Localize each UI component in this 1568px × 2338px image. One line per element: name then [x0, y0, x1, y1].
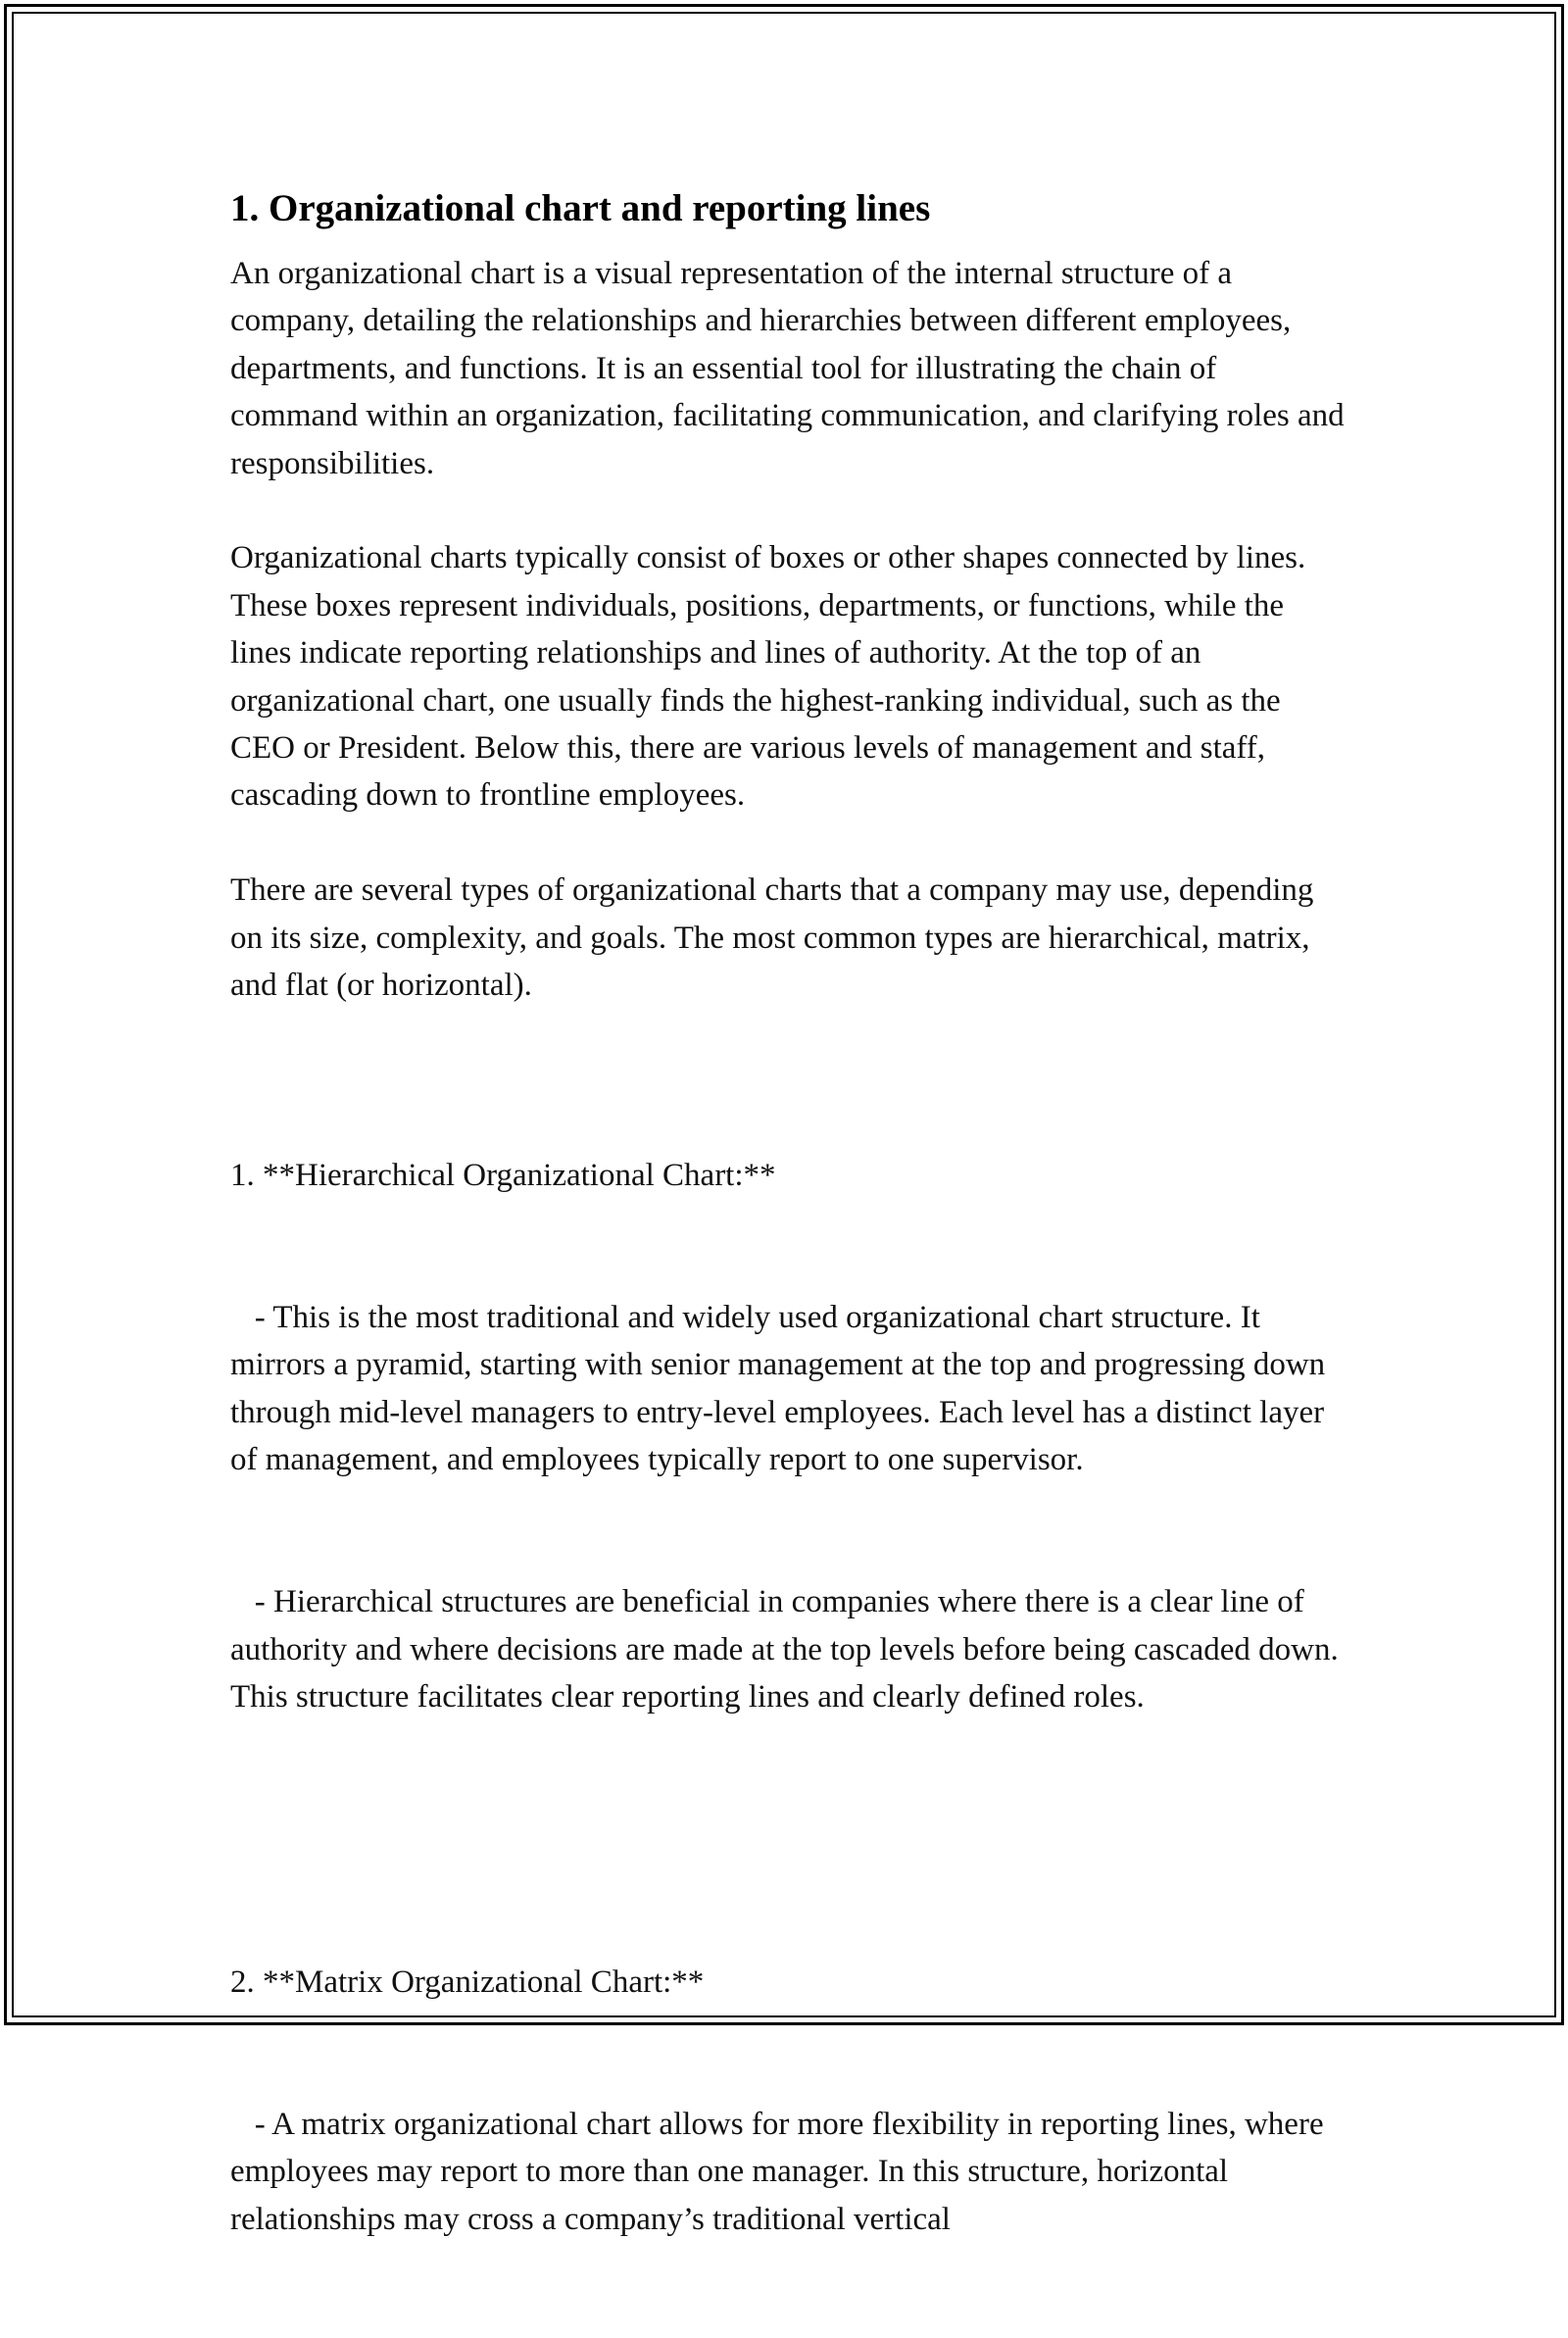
list-item-bullet: - This is the most traditional and widely used organizational chart structure. It mirrors a pyramid, starting with senior management at the top and progressing down through mid-level managers to entry-level employees. Each level has a distinct layer of management, and employees typically report to one supervisor.	[230, 1299, 1334, 1478]
list-item-hierarchical	[230, 1057, 1348, 1816]
list-item-title: 2. **Matrix Organizational Chart:**	[230, 1964, 705, 2000]
list-item-bullet: - A matrix organizational chart allows for more flexibility in reporting lines, where employees may report to more than one manager. In this structure, horizontal relationships may cross a company’s traditional vertical	[230, 2106, 1332, 2237]
document-body	[230, 181, 1352, 2338]
paragraph-chart-types: There are several types of organizational charts that a company may use, depending on its size, complexity, and goals. The most common types are hierarchical, matrix, and flat (or horizontal).	[230, 872, 1322, 1004]
paragraph-intro: An organizational chart is a visual representation of the internal structure of a company, detailing the relationships and hierarchies between different employees, departments, and functions. It is an essential tool for illustrating the chain of command within an organization, facilitating communication, and clarifying roles and responsibilities.	[230, 256, 1352, 481]
paragraph-chart-composition: Organizational charts typically consist of boxes or other shapes connected by lines. These boxes represent individuals, positions, departments, or functions, while the lines indicate reporting relationships and lines of authority. At the top of an organizational chart, one usually finds the highest-ranking individual, such as the CEO or President. Below this, there are various levels of management and staff, cascading down to frontline employees.	[230, 540, 1313, 814]
list-item-matrix	[230, 1864, 1348, 2338]
section-heading: 1. Organizational chart and reporting lines	[230, 187, 931, 229]
list-item-bullet: - Hierarchical structures are beneficial in companies where there is a clear line of authority and where decisions are made at the top levels before being cascaded down. This structure facilitates clear reporting lines and clearly defined roles.	[230, 1584, 1347, 1716]
list-item-title: 1. **Hierarchical Organizational Chart:**	[230, 1157, 776, 1193]
